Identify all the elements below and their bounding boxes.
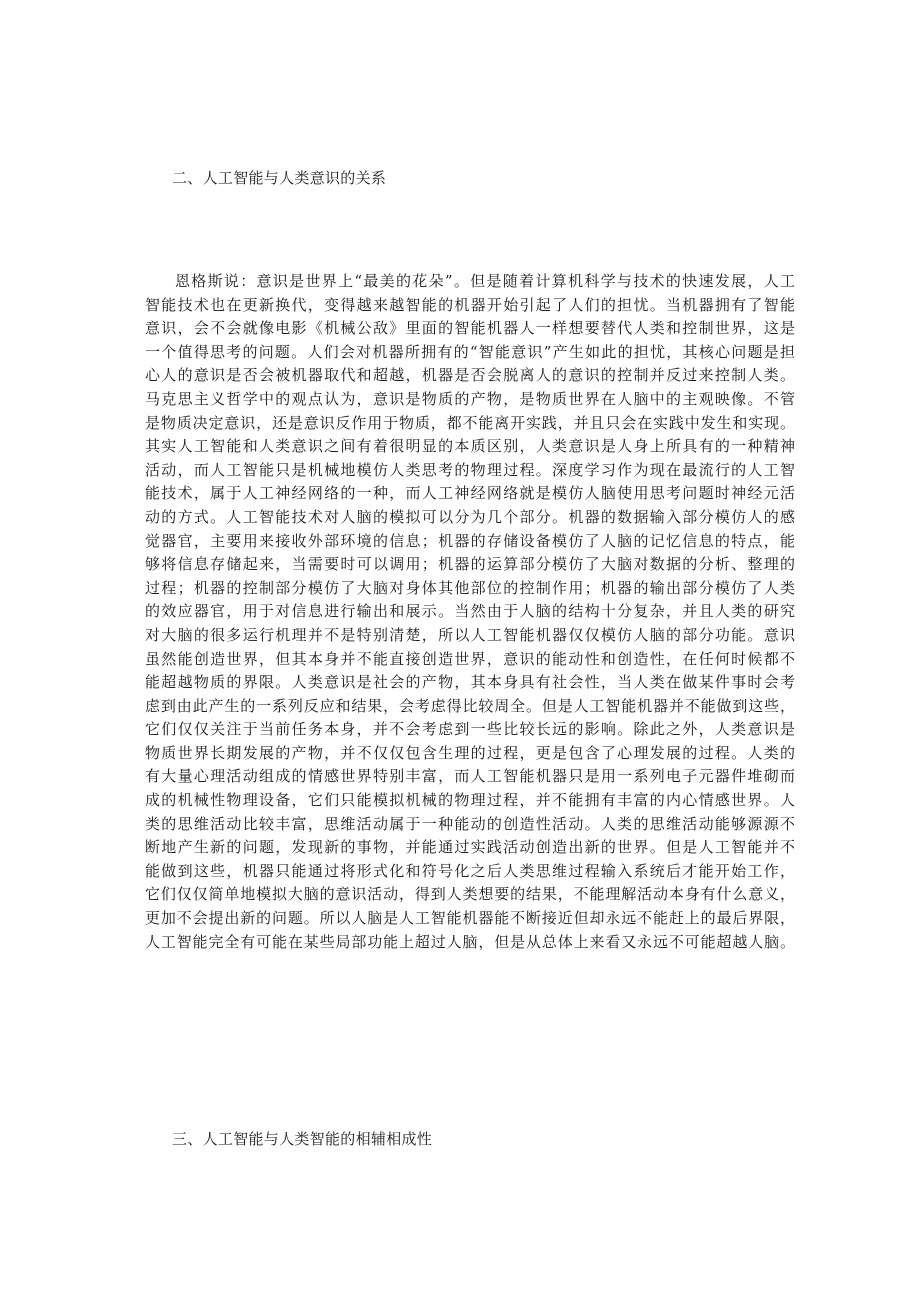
paragraph-line: 更加不会提出新的问题。所以人脑是人工智能机器能不断接近但却永远不能赶上的最后界限， <box>145 909 795 928</box>
paragraph-line: 类的思维活动比较丰富，思维活动属于一种能动的创造性活动。人类的思维活动能够源源不 <box>145 814 795 833</box>
paragraph-line: 过程；机器的控制部分模仿了大脑对身体其他部位的控制作用；机器的输出部分模仿了人类 <box>145 578 795 597</box>
paragraph-line: 马克思主义哲学中的观点认为，意识是物质的产物，是物质世界在人脑中的主观映像。不管 <box>145 389 795 408</box>
body-paragraph <box>145 270 795 954</box>
paragraph-line: 对大脑的很多运行机理并不是特别清楚，所以人工智能机器仅仅模仿人脑的部分功能。意识 <box>145 625 795 644</box>
paragraph-line: 虑到由此产生的一系列反应和结果，会考虑得比较周全。但是人工智能机器并不能做到这些， <box>145 696 795 715</box>
paragraph-line: 够将信息存储起来，当需要时可以调用；机器的运算部分模仿了大脑对数据的分析、整理的 <box>145 555 795 574</box>
paragraph-line: 成的机械性物理设备，它们只能模拟机械的物理过程，并不能拥有丰富的内心情感世界。人 <box>145 791 795 810</box>
paragraph-line: 是物质决定意识，还是意识反作用于物质，都不能离开实践，并且只会在实践中发生和实现。 <box>145 413 795 432</box>
paragraph-line: 能做到这些，机器只能通过将形式化和符号化之后人类思维过程输入系统后才能开始工作， <box>145 861 795 880</box>
paragraph-line: 恩格斯说：意识是世界上“最美的花朵”。但是随着计算机科学与技术的快速发展，人工 <box>175 272 795 290</box>
paragraph-line: 能超越物质的界限。人类意识是社会的产物，其本身具有社会性，当人类在做某件事时会考 <box>145 673 795 692</box>
paragraph-line: 觉器官，主要用来接收外部环境的信息；机器的存储设备模仿了人脑的记忆信息的特点，能 <box>145 531 795 550</box>
paragraph-line: 活动，而人工智能只是机械地模仿人类思考的物理过程。深度学习作为现在最流行的人工智 <box>145 460 795 479</box>
paragraph-line: 它们仅仅简单地模拟大脑的意识活动，得到人类想要的结果，不能理解活动本身有什么意义， <box>145 885 795 904</box>
paragraph-line: 物质世界长期发展的产物，并不仅仅包含生理的过程，更是包含了心理发展的过程。人类的 <box>145 743 795 762</box>
paragraph-line: 智能技术也在更新换代，变得越来越智能的机器开始引起了人们的担忧。当机器拥有了智能 <box>145 295 795 314</box>
paragraph-line: 其实人工智能和人类意识之间有着很明显的本质区别，人类意识是人身上所具有的一种精神 <box>145 437 795 456</box>
paragraph-line: 断地产生新的问题，发现新的事物，并能通过实践活动创造出新的世界。但是人工智能并不 <box>145 838 795 857</box>
section-heading-2: 二、人工智能与人类意识的关系 <box>172 169 387 187</box>
paragraph-line: 意识，会不会就像电影《机械公敌》里面的智能机器人一样想要替代人类和控制世界，这是 <box>145 319 795 338</box>
paragraph-line: 有大量心理活动组成的情感世界特别丰富，而人工智能机器只是用一系列电子元器件堆砌而 <box>145 767 795 786</box>
section-heading-3: 三、人工智能与人类智能的相辅相成性 <box>172 1130 433 1148</box>
paragraph-line: 的效应器官，用于对信息进行输出和展示。当然由于人脑的结构十分复杂，并且人类的研究 <box>145 602 795 621</box>
paragraph-line: 能技术，属于人工神经网络的一种，而人工神经网络就是模仿人脑使用思考问题时神经元活 <box>145 484 795 503</box>
paragraph-line: 虽然能创造世界，但其本身并不能直接创造世界，意识的能动性和创造性，在任何时候都不 <box>145 649 795 668</box>
paragraph-line: 心人的意识是否会被机器取代和超越，机器是否会脱离人的意识的控制并反过来控制人类。 <box>145 366 795 385</box>
paragraph-line: 它们仅仅关注于当前任务本身，并不会考虑到一些比较长远的影响。除此之外，人类意识是 <box>145 720 795 739</box>
paragraph-line: 一个值得思考的问题。人们会对机器所拥有的“智能意识”产生如此的担忧，其核心问题是担 <box>145 342 795 361</box>
paragraph-line: 动的方式。人工智能技术对人脑的模拟可以分为几个部分。机器的数据输入部分模仿人的感 <box>145 507 795 526</box>
paragraph-line: 人工智能完全有可能在某些局部功能上超过人脑，但是从总体上来看又永远不可能超越人脑。 <box>145 932 795 951</box>
